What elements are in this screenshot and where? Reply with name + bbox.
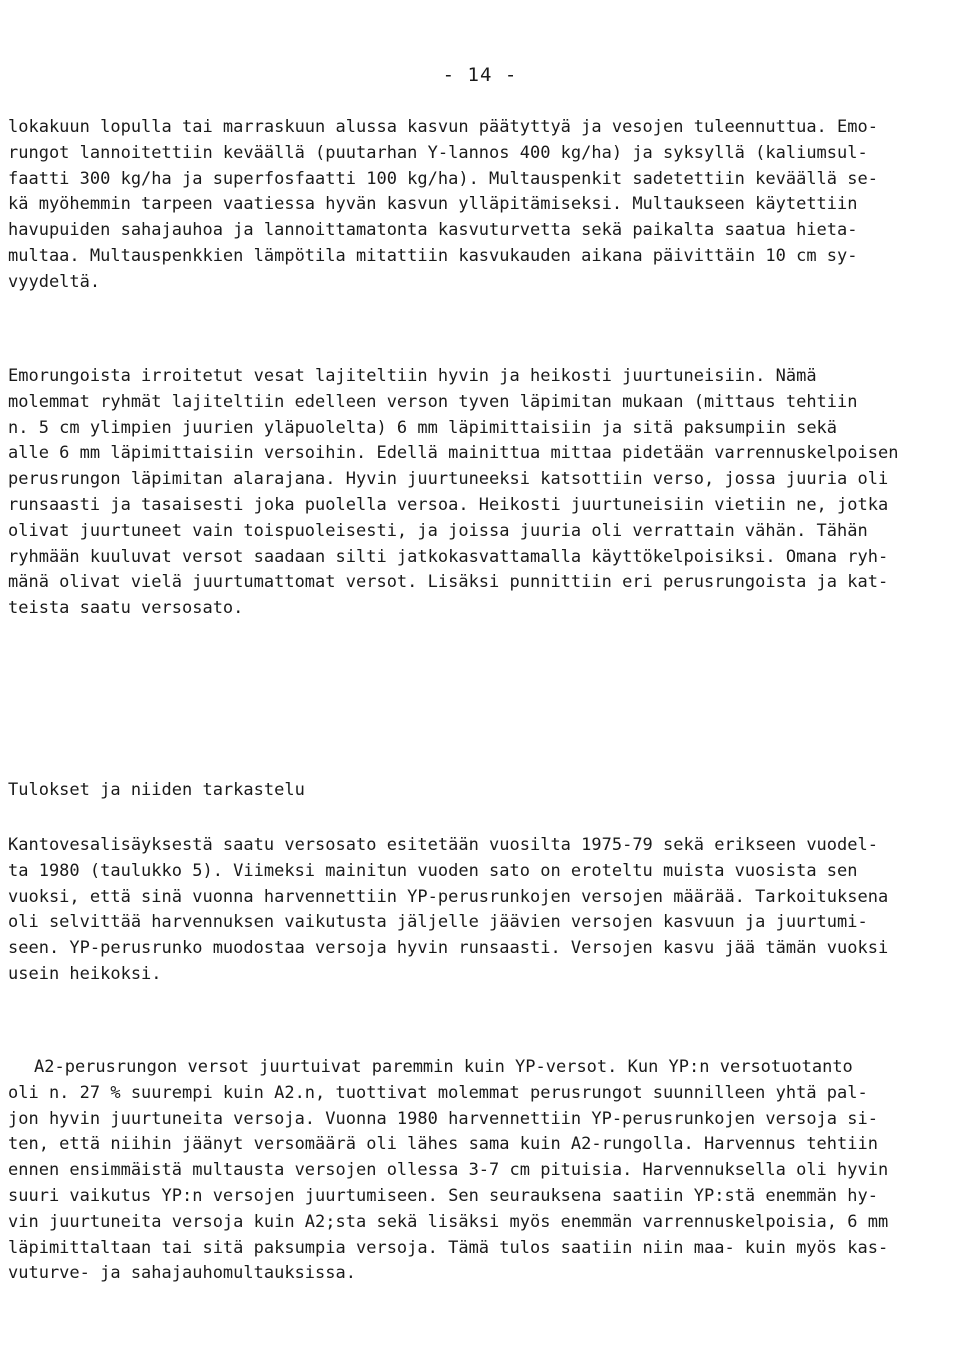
text-line: vuoksi, että sinä vuonna harvennettiin YP-perusrunkojen versojen määrää. Tarkoituksena xyxy=(8,886,889,907)
text-line: havupuiden sahajauhoa ja lannoittamatonta kasvuturvetta sekä paikalta saatua hieta- xyxy=(8,220,858,241)
paragraph-methods-sorting xyxy=(8,364,948,622)
text-line: seen. YP-perusrunko muodostaa versoja hyvin runsaasti. Versojen kasvu jää tämän vuoksi xyxy=(8,938,889,959)
text-line: runsaasti ja tasaisesti joka puolella versoa. Heikosti juurtuneisiin vietiin ne, jotka xyxy=(8,494,889,515)
text-line: perusrungon läpimitan alarajana. Hyvin juurtuneeksi katsottiin verso, jossa juuria oli xyxy=(8,469,889,490)
text-line: jon hyvin juurtuneita versoja. Vuonna 1980 harvennettiin YP-perusrunkojen versoja si- xyxy=(8,1108,878,1129)
text-line: n. 5 cm ylimpien juurien yläpuolelta) 6 mm läpimittaisiin ja sitä paksumpiin sekä xyxy=(8,417,838,438)
text-line: lokakuun lopulla tai marraskuun alussa kasvun päätyttyä ja vesojen tuleennuttua. Emo- xyxy=(8,117,878,137)
text-line: vin juurtuneita versoja kuin A2;sta sekä lisäksi myös enemmän varrennuskelpoisia, 6 mm xyxy=(8,1211,889,1232)
paragraph-results-yield xyxy=(8,833,948,988)
text-line: vuturve- ja sahajauhomultauksissa. xyxy=(8,1263,356,1284)
text-line: oli n. 27 % suurempi kuin A2.n, tuottivat molemmat perusrungot suunnilleen yhtä pal- xyxy=(8,1082,868,1103)
text-line: mänä olivat vielä juurtumattomat versot. Lisäksi punnittiin eri perusrungoista ja kat- xyxy=(8,572,889,593)
text-line: A2-perusrungon versot juurtuivat paremmin kuin YP-versot. Kun YP:n versotuotanto xyxy=(34,1057,853,1077)
text-line: faatti 300 kg/ha ja superfosfaatti 100 kg/ha). Multauspenkit sadetettiin keväällä se- xyxy=(8,168,878,189)
text-line: ryhmään kuuluvat versot saadaan silti jatkokasvattamalla käyttökelpoisiksi. Omana ryh- xyxy=(8,546,889,567)
text-line: ta 1980 (taulukko 5). Viimeksi mainitun vuoden sato on eroteltu muista vuosista sen xyxy=(8,860,858,881)
text-line: multaa. Multauspenkkien lämpötila mitattiin kasvukauden aikana päivittäin 10 cm sy- xyxy=(8,245,858,266)
text-line: alle 6 mm läpimittaisiin versoihin. Edellä mainittua mittaa pidetään varrennuskelpoisen xyxy=(8,443,899,464)
section-heading: Tulokset ja niiden tarkastelu xyxy=(8,780,305,800)
text-line: teista saatu versosato. xyxy=(8,598,244,619)
paragraph-methods-fertilization xyxy=(8,115,948,296)
text-line: ennen ensimmäistä multausta versojen ollessa 3-7 cm pituisia. Harvennuksella oli hyvin xyxy=(8,1160,889,1181)
paragraph-results-rooting xyxy=(8,1055,948,1287)
text-line: oli selvittää harvennuksen vaikutusta jäljelle jäävien versojen kasvuun ja juurtumi- xyxy=(8,912,868,933)
text-line: ten, että niihin jäänyt versomäärä oli lähes sama kuin A2-rungolla. Harvennus tehtiin xyxy=(8,1134,878,1155)
text-line: usein heikoksi. xyxy=(8,963,162,984)
text-line: Kantovesalisäyksestä saatu versosato esitetään vuosilta 1975-79 sekä erikseen vuodel- xyxy=(8,835,878,855)
text-line: vyydeltä. xyxy=(8,271,101,292)
page-number: - 14 - xyxy=(442,64,518,86)
text-line: kä myöhemmin tarpeen vaatiessa hyvän kasvun ylläpitämiseksi. Multaukseen käytettiin xyxy=(8,194,858,215)
text-line: olivat juurtuneet vain toispuoleisesti, ja joissa juuria oli verrattain vähän. Tähän xyxy=(8,520,868,541)
text-line: molemmat ryhmät lajiteltiin edelleen verson tyven läpimitan mukaan (mittaus tehtiin xyxy=(8,391,858,412)
text-line: suuri vaikutus YP:n versojen juurtumiseen. Sen seurauksena saatiin YP:stä enemmän hy- xyxy=(8,1185,878,1206)
text-line: läpimittaltaan tai sitä paksumpia versoja. Tämä tulos saatiin niin maa- kuin myös kas- xyxy=(8,1237,889,1258)
text-line: rungot lannoitettiin keväällä (puutarhan Y-lannos 400 kg/ha) ja syksyllä (kaliumsul- xyxy=(8,142,868,163)
text-line: Emorungoista irroitetut vesat lajiteltiin hyvin ja heikosti juurtuneisiin. Nämä xyxy=(8,366,817,386)
